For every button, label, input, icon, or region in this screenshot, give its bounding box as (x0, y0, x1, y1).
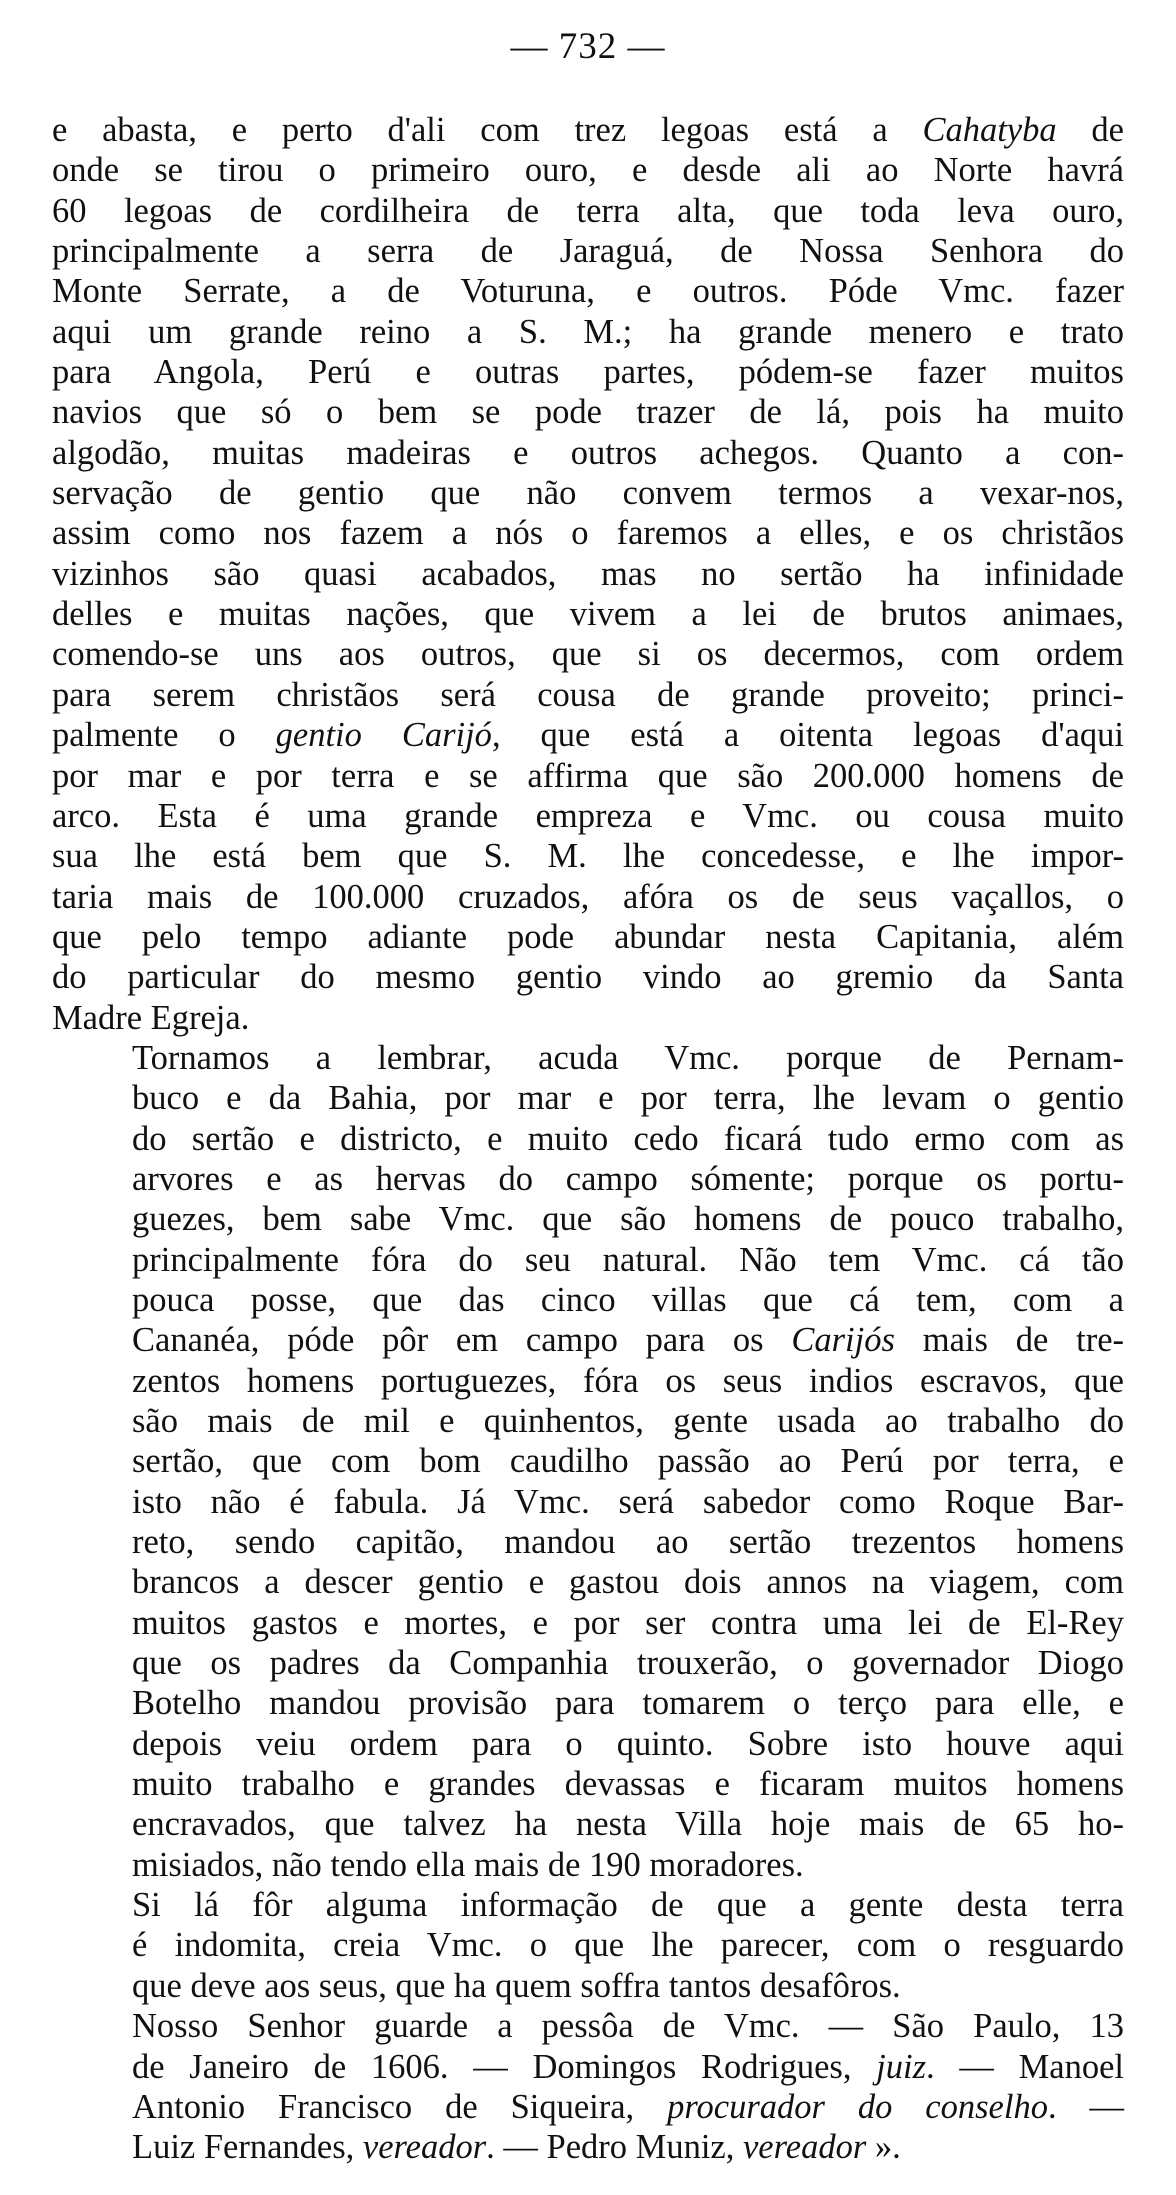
text-line: são mais de mil e quinhentos, gente usada ao trabalho do (132, 1402, 1124, 1440)
page-number: — 732 — (510, 26, 666, 67)
text-line: que os padres da Companhia trouxerão, o governador Diogo (132, 1644, 1124, 1683)
text-line: Antonio Francisco de Siqueira, procurador do conselho. — (132, 2087, 1125, 2126)
text-line: palmente o gentio Carijó, que está a oitenta legoas d'aqui (52, 716, 1124, 755)
text-line: brancos a descer gentio e gastou dois annos na viagem, com (132, 1563, 1124, 1602)
text-line: pouca posse, que das cinco villas que cá tem, com a (132, 1280, 1124, 1319)
text-line: sua lhe está bem que S. M. lhe concedesse, e lhe impor- (52, 837, 1124, 876)
text-line: e abasta, e perto d'ali com trez legoas está a Cahatyba de (52, 111, 1124, 149)
text-line: arco. Esta é uma grande empreza e Vmc. ou cousa muito (52, 796, 1124, 835)
text-line: muitos gastos e mortes, e por ser contra uma lei de El-Rey (132, 1603, 1124, 1642)
text-line: principalmente a serra de Jaraguá, de Nossa Senhora do (52, 232, 1124, 271)
paragraph (52, 1885, 1124, 2006)
text-line: para Angola, Perú e outras partes, pódem-se fazer muitos (52, 353, 1124, 392)
text-line: principalmente fóra do seu natural. Não tem Vmc. cá tão (132, 1240, 1124, 1279)
text-line: Monte Serrate, a de Voturuna, e outros. Póde Vmc. fazer (52, 272, 1124, 311)
text-line: que deve aos seus, que ha quem soffra tantos desafôros. (132, 1966, 901, 2005)
text-line: Si lá fôr alguma informação de que a gente desta terra (132, 1886, 1124, 1925)
text-line: Cananéa, póde pôr em campo para os Carijós mais de tre- (132, 1321, 1124, 1360)
text-line: é indomita, creia Vmc. o que lhe parecer, com o resguardo (132, 1926, 1124, 1965)
paragraph (52, 2006, 1124, 2167)
text-line: Tornamos a lembrar, acuda Vmc. porque de Pernam- (132, 1038, 1124, 1077)
document-body (52, 110, 1124, 2168)
text-line: do particular do mesmo gentio vindo ao gremio da Santa (52, 958, 1124, 997)
text-line: Madre Egreja. (52, 998, 250, 1037)
text-line: encravados, que talvez ha nesta Villa hoje mais de 65 ho- (132, 1805, 1124, 1844)
text-line: onde se tirou o primeiro ouro, e desde ali ao Norte havrá (52, 151, 1124, 190)
text-line: reto, sendo capitão, mandou ao sertão trezentos homens (132, 1523, 1124, 1562)
text-line: misiados, não tendo ella mais de 190 moradores. (132, 1845, 804, 1884)
text-line: algodão, muitas madeiras e outros achegos. Quanto a con- (52, 433, 1124, 472)
text-line: buco e da Bahia, por mar e por terra, lhe levam o gentio (132, 1079, 1124, 1118)
text-line: Botelho mandou provisão para tomarem o terço para elle, e (132, 1684, 1124, 1723)
text-line: delles e muitas nações, que vivem a lei de brutos animaes, (52, 595, 1124, 634)
text-line: Luiz Fernandes, vereador. — Pedro Muniz, vereador ». (132, 2128, 901, 2167)
text-line: 60 legoas de cordilheira de terra alta, que toda leva ouro, (52, 191, 1124, 230)
text-line: navios que só o bem se pode trazer de lá, pois ha muito (52, 393, 1124, 432)
text-line: servação de gentio que não convem termos a vexar-nos, (52, 474, 1124, 513)
text-line: por mar e por terra e se affirma que são 200.000 homens de (52, 756, 1124, 795)
text-line: sertão, que com bom caudilho passão ao Perú por terra, e (132, 1442, 1124, 1481)
text-line: que pelo tempo adiante pode abundar nesta Capitania, além (52, 917, 1124, 956)
text-line: guezes, bem sabe Vmc. que são homens de pouco trabalho, (132, 1200, 1124, 1239)
text-line: depois veiu ordem para o quinto. Sobre isto houve aqui (132, 1724, 1124, 1763)
text-line: aqui um grande reino a S. M.; ha grande menero e trato (52, 312, 1124, 351)
text-line: isto não é fabula. Já Vmc. será sabedor como Roque Bar- (132, 1482, 1124, 1521)
text-line: taria mais de 100.000 cruzados, afóra os de seus vaçallos, o (52, 877, 1124, 916)
paragraph (52, 1038, 1124, 1885)
text-line: comendo-se uns aos outros, que si os decermos, com ordem (52, 635, 1124, 674)
text-line: zentos homens portuguezes, fóra os seus indios escravos, que (132, 1361, 1124, 1400)
text-line: vizinhos são quasi acabados, mas no sertão ha infinidade (52, 554, 1124, 593)
paragraph (52, 110, 1124, 1038)
document-page (52, 22, 1124, 2168)
text-line: de Janeiro de 1606. — Domingos Rodrigues, juiz. — Manoel (132, 2047, 1124, 2086)
text-line: para serem christãos será cousa de grande proveito; princi- (52, 675, 1124, 714)
text-line: assim como nos fazem a nós o faremos a elles, e os christãos (52, 514, 1124, 553)
text-line: do sertão e districto, e muito cedo ficará tudo ermo com as (132, 1119, 1124, 1158)
text-line: muito trabalho e grandes devassas e ficaram muitos homens (132, 1765, 1124, 1804)
text-line: Nosso Senhor guarde a pessôa de Vmc. — São Paulo, 13 (132, 2007, 1124, 2046)
text-line: arvores e as hervas do campo sómente; porque os portu- (132, 1159, 1124, 1198)
